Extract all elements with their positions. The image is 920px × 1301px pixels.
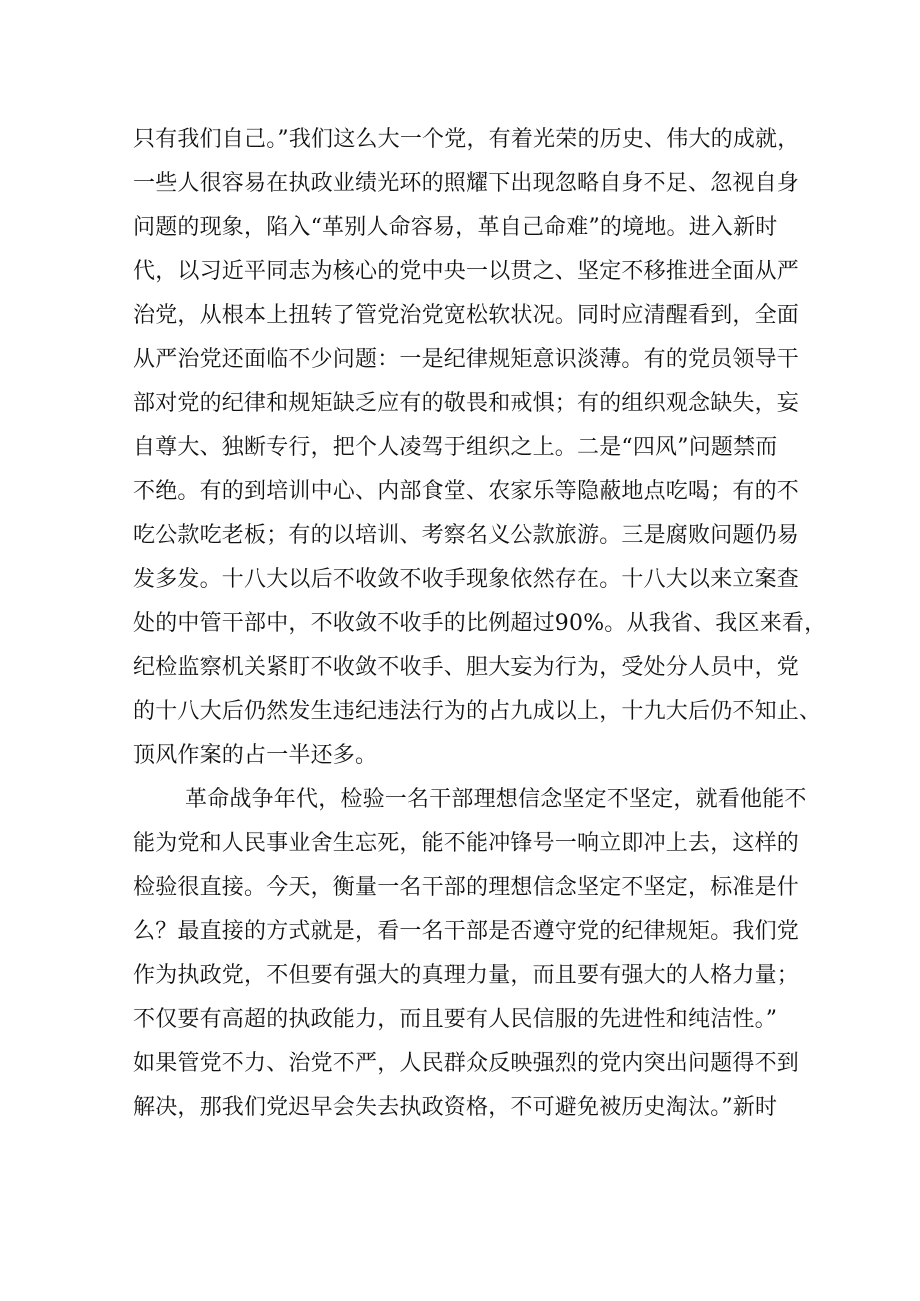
- text-line: 如果管党不力、治党不严，人民群众反映强烈的党内突出问题得不到: [133, 1051, 800, 1076]
- paragraph-2: [133, 778, 807, 1130]
- text-line: 能为党和人民事业舍生忘死，能不能冲锋号一响立即冲上去，这样的: [133, 831, 800, 856]
- text-line: 不仅要有高超的执政能力，而且要有人民信服的先进性和纯洁性。”: [133, 1007, 778, 1032]
- text-line: 顶风作案的占一半还多。: [133, 743, 378, 768]
- text-line: 自尊大、独断专行，把个人凌驾于组织之上。二是“四风”问题禁而: [133, 435, 778, 460]
- text-line: 么？最直接的方式就是，看一名干部是否遵守党的纪律规矩。我们党: [133, 919, 800, 944]
- document-body: [133, 118, 827, 1130]
- paragraph-1: [133, 118, 827, 778]
- text-line: 革命战争年代，检验一名干部理想信念坚定不坚定，就看他能不: [185, 787, 807, 812]
- text-line: 从严治党还面临不少问题：一是纪律规矩意识淡薄。有的党员领导干: [133, 347, 800, 372]
- text-line: 纪检监察机关紧盯不收敛不收手、胆大妄为行为，受处分人员中，党: [133, 655, 800, 680]
- text-line: 一些人很容易在执政业绩光环的照耀下出现忽略自身不足、忽视自身: [133, 171, 800, 196]
- text-line: 的十八大后仍然发生违纪违法行为的占九成以上，十九大后仍不知止、: [133, 699, 822, 724]
- text-line: 部对党的纪律和规矩缺乏应有的敬畏和戒惧；有的组织观念缺失，妄: [133, 391, 800, 416]
- text-line: 发多发。十八大以后不收敛不收手现象依然存在。十八大以来立案查: [133, 567, 800, 592]
- text-line: 作为执政党，不但要有强大的真理力量，而且要有强大的人格力量；: [133, 963, 800, 988]
- text-line: 处的中管干部中，不收敛不收手的比例超过90%。从我省、我区来看，: [133, 611, 827, 636]
- text-line: 检验很直接。今天，衡量一名干部的理想信念坚定不坚定，标准是什: [133, 875, 800, 900]
- text-line: 不绝。有的到培训中心、内部食堂、农家乐等隐蔽地点吃喝；有的不: [133, 479, 800, 504]
- text-line: 治党，从根本上扭转了管党治党宽松软状况。同时应清醒看到，全面: [133, 303, 800, 328]
- text-line: 解决，那我们党迟早会失去执政资格，不可避免被历史淘汰。”新时: [133, 1095, 778, 1120]
- text-line: 吃公款吃老板；有的以培训、考察名义公款旅游。三是腐败问题仍易: [133, 523, 800, 548]
- text-line: 代，以习近平同志为核心的党中央一以贯之、坚定不移推进全面从严: [133, 259, 800, 284]
- text-line: 问题的现象，陷入“革别人命容易，革自己命难”的境地。进入新时: [133, 215, 778, 240]
- text-line: 只有我们自己。”我们这么大一个党，有着光荣的历史、伟大的成就，: [133, 127, 800, 152]
